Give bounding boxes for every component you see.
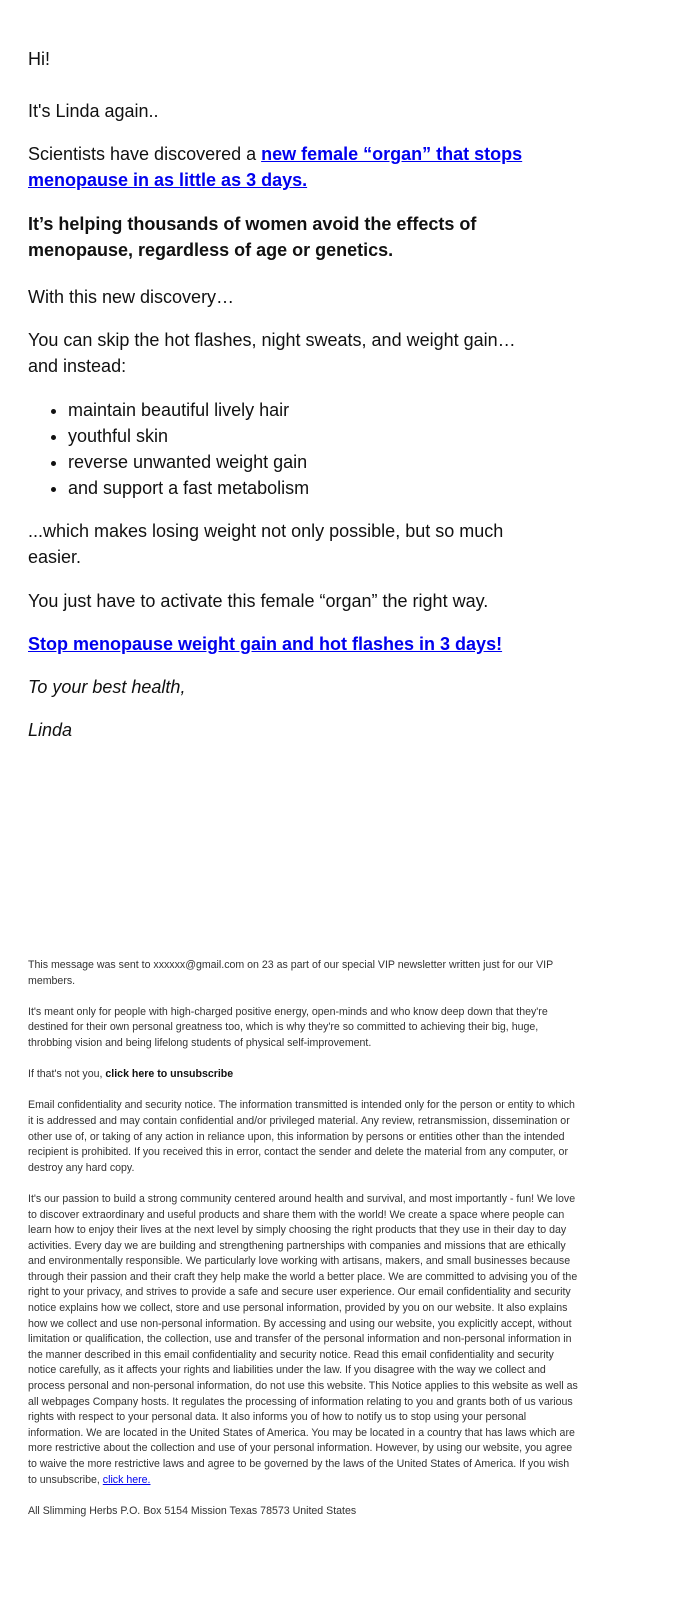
discovery-line: With this new discovery… bbox=[28, 287, 235, 307]
cta-paragraph bbox=[28, 631, 548, 657]
skip-line-2: and instead: bbox=[28, 356, 127, 376]
discovery-paragraph bbox=[28, 141, 528, 193]
activate-paragraph: You just have to activate this female “organ” the right way. bbox=[28, 591, 489, 611]
list-item: • and support a fast metabolism bbox=[68, 475, 528, 501]
list-item: • reverse unwanted weight gain bbox=[68, 449, 528, 475]
cta-link[interactable]: Stop menopause weight gain and hot flashes in 3 days! bbox=[28, 634, 503, 654]
benefits-list bbox=[28, 397, 528, 501]
passion-paragraph bbox=[28, 1192, 580, 1488]
notice-title: Email confidentiality and security notice. bbox=[28, 1099, 216, 1112]
confidentiality-notice bbox=[28, 1098, 580, 1176]
list-item: • maintain beautiful lively hair bbox=[68, 397, 528, 423]
company-address: All Slimming Herbs P.O. Box 5154 Mission Texas 78573 United States bbox=[28, 1504, 357, 1517]
signoff: To your best health, bbox=[28, 677, 186, 697]
click-here-link[interactable]: click here. bbox=[102, 1473, 151, 1486]
passion-text: It's our passion to build a strong community centered around health and survival, and most importantly - fun! We love to discover extraordinary and useful products and share them with the world! We create a space where people can learn how to enjoy their lives at the next level by simply choosing the right products that they use in their day to day activities. Every day we are building and strengthening partnerships with companies and missions that are ethically and environmentally responsible. We particularly love working with artisans, makers, and small businesses because through their passion and their craft they help make the world a better place. We are committed to advising you of the right to your privacy, and strives to provide a safe and secure user experience. Our email confidentiality and security notice explains how we collect, store and use personal information, provided by you on our website. It also explains how we collect and use non-personal information. By accessing and using our website, you explicitly accept, without limitation or qualification, the collection, use and transfer of the personal information and non-personal information in the manner described in this email confidentiality and security notice. Read this email confidentiality and security notice carefully, as it affects your rights and liabilities under the law. If you disagree with the way we collect and process personal and non-personal information, do not use this website. This Notice applies to this website as well as all webpages Company hosts. It regulates the processing of information relating to you and grants both of us various rights with respect to your personal data. It also informs you of how to notify us to stop using your personal information. We are located in the United States of America. You may be located in a country that has laws which are more restrictive about the collection and use of your personal information. However, by using our website, you agree to waive the more restrictive laws and agree to be governed by the laws of the United States of America. If you wish to unsubscribe, bbox=[28, 1192, 578, 1486]
discovery-prefix: Scientists have discovered a bbox=[28, 144, 262, 164]
meant-for-notice: It's meant only for people with high-charged positive energy, open-minds and who know deep down that they're destined for their own personal greatness too, which is why they're so committed to achieving their big, huge, throbbing vision and being lifelong students of physical self-improvement. bbox=[28, 1005, 548, 1049]
unsubscribe-prefix: If that's not you, bbox=[28, 1068, 106, 1081]
sent-to-notice: This message was sent to xxxxxx@gmail.com on 23 as part of our special VIP newsletter written just for our VIP members. bbox=[28, 959, 553, 987]
unsubscribe-line bbox=[28, 1067, 580, 1083]
bold-statement: It’s helping thousands of women avoid the effects of menopause, regardless of age or genetics. bbox=[28, 214, 477, 260]
skip-line-1: You can skip the hot flashes, night sweats, and weight gain… bbox=[28, 330, 516, 350]
signature: Linda bbox=[28, 720, 73, 740]
organ-link[interactable]: new female “organ” that stops menopause in as little as 3 days. bbox=[28, 144, 523, 190]
intro-line: It's Linda again.. bbox=[28, 101, 159, 121]
greeting: Hi! bbox=[28, 49, 50, 69]
weight-loss-paragraph: ...which makes losing weight not only possible, but so much easier. bbox=[28, 521, 504, 567]
unsubscribe-link[interactable]: click here to unsubscribe bbox=[105, 1068, 234, 1081]
skip-paragraph bbox=[28, 327, 528, 379]
list-item: • youthful skin bbox=[68, 423, 528, 449]
email-footer bbox=[28, 958, 580, 1535]
notice-body: The information transmitted is intended only for the person or entity to which it is addressed and may contain confidential and/or privileged material. Any review, retransmission, dissemination or other use of, or taking of any action in reliance upon, this information by persons or entities other than the intended recipient is prohibited. If you received this in error, contact the sender and delete the material from any computer, or destroy any hard copy. bbox=[28, 1099, 575, 1174]
